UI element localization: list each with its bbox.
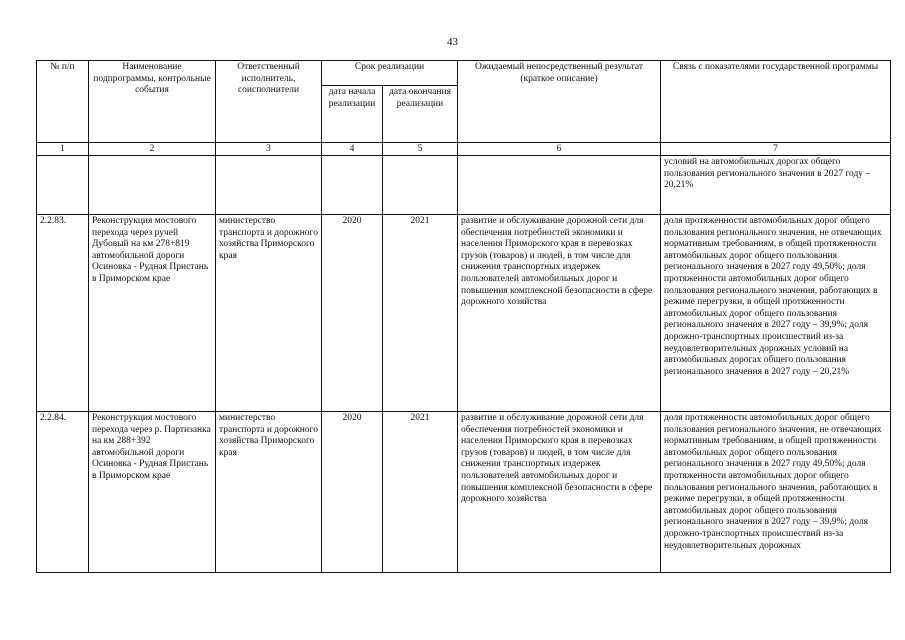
- header-number: № п/п: [37, 61, 89, 143]
- row-number: 2.2.84.: [37, 412, 89, 573]
- column-number: 7: [661, 143, 891, 156]
- header-end-date: дата окончания реализации: [383, 86, 458, 143]
- table-row: [37, 215, 891, 412]
- column-number: 5: [383, 143, 458, 156]
- column-number: 1: [37, 143, 89, 156]
- column-number: 3: [216, 143, 322, 156]
- row-end-year: 2021: [383, 412, 458, 573]
- header-term: Срок реализации: [322, 61, 458, 86]
- column-number: 4: [322, 143, 383, 156]
- row-executor: министерство транспорта и дорожного хозяйства Приморского края: [216, 412, 322, 573]
- row-start-year: 2020: [322, 215, 383, 412]
- row-indicators: доля протяженности автомобильных дорог общего пользования регионального значения, не отвечающих нормативным требованиям, в общей протяженности автомобильных дорог общего пользования регионального значения в 2027 году 49,50%; доля протяженности автомобильных дорог общего пользования регионального значения, работающих в режиме перегрузки, в общей протяженности автомобильных дорог общего пользования регионального значения в 2027 году – 39,9%; доля дорожно-транспортных происшествий из-за неудовлетворительных дорожных условий на автомобильных дорогах общего пользования регионального значения в 2027 году – 20,21%: [661, 215, 891, 412]
- row-executor: министерство транспорта и дорожного хозяйства Приморского края: [216, 215, 322, 412]
- header-name: Наименование подпрограммы, контрольные события: [89, 61, 216, 143]
- table-header: [37, 61, 891, 156]
- row-start-year: 2020: [322, 412, 383, 573]
- row-name: Реконструкция мостового перехода через р. Партизанка на км 288+392 автомобильной дороги Осиновка - Рудная Пристань в Приморском крае: [89, 412, 216, 573]
- column-number-row: [37, 143, 891, 156]
- header-result: Ожидаемый непосредственный результат (краткое описание): [458, 61, 661, 143]
- header-executor: Ответственный исполнитель, соисполнители: [216, 61, 322, 143]
- row-indicators: доля протяженности автомобильных дорог общего пользования регионального значения, не отвечающих нормативным требованиям, в общей протяженности автомобильных дорог общего пользования регионального значения в 2027 году 49,50%; доля протяженности автомобильных дорог общего пользования регионального значения, работающих в режиме перегрузки, в общей протяженности автомобильных дорог общего пользования регионального значения в 2027 году – 39,9%; доля дорожно-транспортных происшествий из-за неудовлетворительных дорожных: [661, 412, 891, 573]
- row-name: Реконструкция мостового перехода через ручей Дубовый на км 278+819 автомобильной дороги Осиновка - Рудная Пристань в Приморском крае: [89, 215, 216, 412]
- row-result: развитие и обслуживание дорожной сети для обеспечения потребностей экономики и населения Приморского края в перевозках грузов (товаров) и людей, в том числе для снижения транспортных издержек пользователей автомобильных дорог и повышения комплексной безопасности в сфере дорожного хозяйства: [458, 412, 661, 573]
- header-start-date: дата начала реализации: [322, 86, 383, 143]
- program-table: [36, 60, 891, 573]
- row-end-year: 2021: [383, 215, 458, 412]
- page-number: 43: [447, 36, 458, 48]
- table-row: [37, 412, 891, 573]
- header-indicators: Связь с показателями государственной программы: [661, 61, 891, 143]
- column-number: 2: [89, 143, 216, 156]
- row-number: 2.2.83.: [37, 215, 89, 412]
- column-number: 6: [458, 143, 661, 156]
- table-row-continuation: [37, 156, 891, 215]
- row-result: развитие и обслуживание дорожной сети для обеспечения потребностей экономики и населения Приморского края в перевозках грузов (товаров) и людей, в том числе для снижения транспортных издержек пользователей автомобильных дорог и повышения комплексной безопасности в сфере дорожного хозяйства: [458, 215, 661, 412]
- indicators-cell: условий на автомобильных дорогах общего пользования регионального значения в 2027 году – 20,21%: [661, 156, 891, 215]
